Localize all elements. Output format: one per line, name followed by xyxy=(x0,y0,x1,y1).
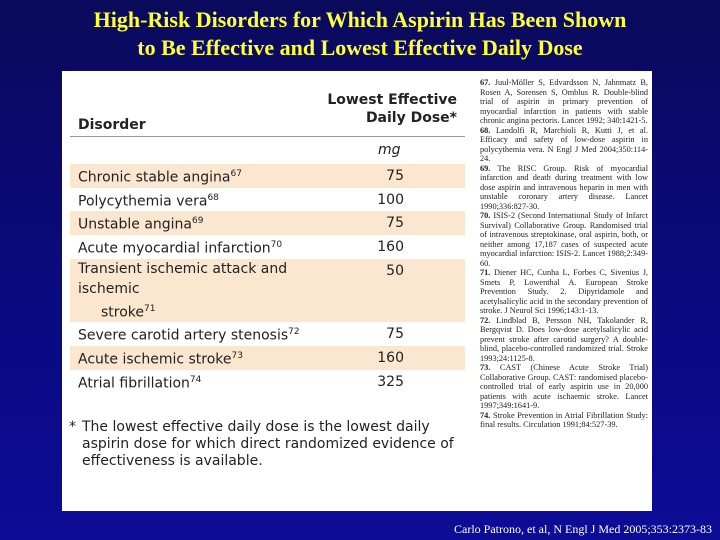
dose-cell: 325 xyxy=(377,373,404,390)
dose-table xyxy=(70,79,465,393)
table-row xyxy=(70,370,465,394)
dose-cell: 75 xyxy=(386,326,404,343)
reference-list xyxy=(480,78,648,430)
reference-item: 69. The RISC Group. Risk of myocardial infarction and death during treatment with low dose aspirin and intravenous heparin in men with unstable coronary artery disease. Lancet 1990;336:827-30. xyxy=(480,163,648,211)
reference-item: 73. CAST (Chinese Acute Stroke Trial) Collaborative Group. CAST: randomised placebo-controlled trial of early aspirin use in 20,000 patients with acute ischaemic stroke. Lancet 1997;349:1641-9. xyxy=(480,363,649,410)
reference-marker: 74 xyxy=(189,374,202,385)
reference-item: 70. ISIS-2 (Second International Study of Infarct Survival) Collaborative Group. Randomised trial of intravenous streptokinase, oral aspirin, both, or neither among 17,187 cases of suspected acute myocardial infarction: ISIS-2. Lancet 1988;2:349-60. xyxy=(480,211,648,268)
disorder-cell: Acute ischemic stroke$^{73}$ xyxy=(78,350,243,368)
table-row xyxy=(70,188,465,212)
table-row xyxy=(70,164,465,188)
reference-item: 67. Juul-Möller S, Edvardsson N, Jahnmatz B, Rosen A, Sorensen S, Omblus R. Double-blind trial of aspirin in primary prevention of myocardial infarction in patients with stable chronic angina pectoris. Lancet 1992; 340:1421-5. xyxy=(480,78,648,125)
reference-marker: 72 xyxy=(288,327,300,338)
dose-cell: 100 xyxy=(377,191,404,208)
footnote-asterisk: * xyxy=(69,419,76,435)
header-dose-line-2: Daily Dose* xyxy=(365,110,457,126)
table-row xyxy=(70,211,465,235)
reference-marker: 67 xyxy=(230,169,242,179)
slide-title xyxy=(0,6,720,62)
disorder-cell: Severe carotid artery stenosis$^{72}$ xyxy=(78,327,300,344)
header-disorder: Disorder xyxy=(78,117,146,133)
header-dose xyxy=(327,91,457,127)
unit-row xyxy=(70,136,465,164)
dose-cell: 50 xyxy=(386,262,404,279)
unit-label: mg xyxy=(378,142,401,158)
reference-item: 68. Landolfi R, Marchioli R, Kutti J, et al. Efficacy and safety of low-dose aspirin in polycythemia vera. N Engl J Med 2004;350:114-24. xyxy=(480,125,648,163)
reference-marker: 73 xyxy=(231,350,243,361)
dose-cell: 160 xyxy=(377,238,404,255)
reference-marker: 71 xyxy=(144,303,156,314)
dose-cell: 75 xyxy=(386,168,404,184)
table-header xyxy=(70,79,465,136)
dose-cell: 75 xyxy=(386,215,404,232)
footnote-text: The lowest effective daily dose is the lowest daily aspirin dose for which direct randomized evidence of effectiveness is available. xyxy=(82,419,454,469)
disorder-cell: Polycythemia vera$^{68}$ xyxy=(78,192,219,210)
table-row xyxy=(70,235,465,259)
reference-marker: 68 xyxy=(207,192,219,203)
dose-cell: 160 xyxy=(377,349,404,366)
reference-marker: 70 xyxy=(270,239,283,250)
reference-item: 71. Diener HC, Cunha L, Forbes C, Sivenius J, Smets P, Lowenthal A. European Stroke Prevention Study. 2. Dipyridamole and acetylsalicylic acid in the secondary prevention of stroke. J Neurol Sci 1996;143:1-13. xyxy=(480,268,649,315)
slide-title-line-2: to Be Effective and Lowest Effective Daily Dose xyxy=(137,35,583,60)
table-row xyxy=(70,322,465,346)
disorder-cell: Transient ischemic attack and ischemic stroke$^{71}$ xyxy=(78,260,288,321)
disorder-cell: Atrial fibrillation$^{74}$ xyxy=(78,374,202,392)
table-row xyxy=(70,259,465,323)
reference-item: 74. Stroke Prevention in Atrial Fibrillation Study: final results. Circulation 1991;84:527-39. xyxy=(480,410,648,429)
disorder-cell: Acute myocardial infarction$^{70}$ xyxy=(78,239,283,257)
content-panel xyxy=(62,71,652,511)
header-dose-line-1: Lowest Effective xyxy=(327,92,457,108)
reference-item: 72. Lindblad B, Persson NH, Takolander R, Bergqvist D. Does low-dose acetylsalicylic acid prevent stroke after carotid surgery? A double-blind, placebo-controlled randomized trial. Stroke 1993;24:1125-8. xyxy=(480,315,648,363)
disorder-cell: Unstable angina$^{69}$ xyxy=(78,216,204,233)
reference-marker: 69 xyxy=(192,216,204,227)
table-footnote xyxy=(69,419,467,470)
slide-title-line-1: High-Risk Disorders for Which Aspirin Has Been Shown xyxy=(93,7,627,32)
table-row xyxy=(70,346,465,370)
source-citation: Carlo Patrono, et al, N Engl J Med 2005;353:2373-83 xyxy=(454,522,712,536)
disorder-cell: Chronic stable angina$^{67}$ xyxy=(78,169,242,186)
